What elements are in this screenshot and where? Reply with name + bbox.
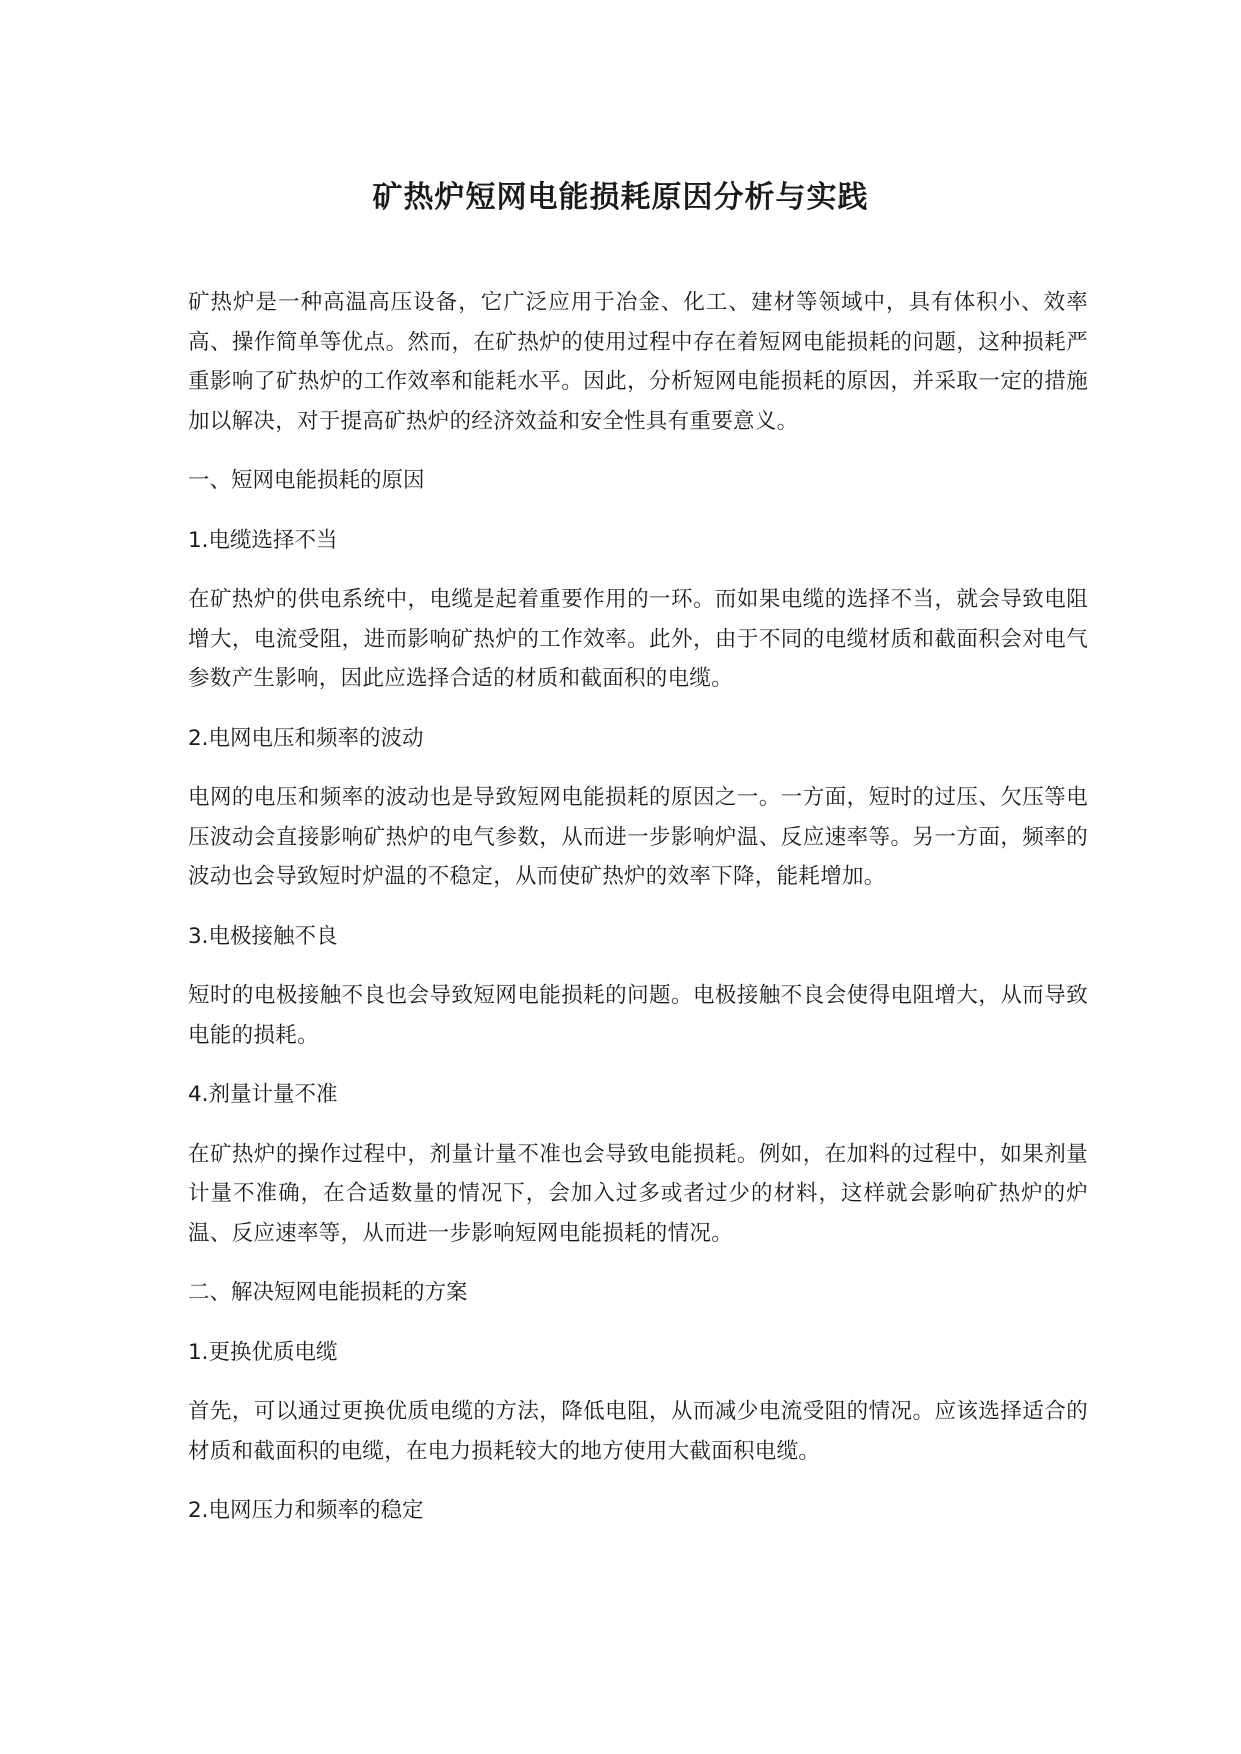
section-heading-causes: 一、短网电能损耗的原因 xyxy=(188,468,425,493)
subheading-grid-fluctuation: 2.电网电压和频率的波动 xyxy=(188,725,424,751)
paragraph-electrode-contact: 短时的电极接触不良也会导致短网电能损耗的问题。电极接触不良会使得电阻增大，从而导致电能的损耗。 xyxy=(188,983,1088,1048)
subheading-cable-selection: 1.电缆选择不当 xyxy=(188,527,338,553)
document-body xyxy=(188,283,1088,1551)
paragraph-replace-cable: 首先，可以通过更换优质电缆的方法，降低电阻，从而减少电流受阻的情况。应该选择适合的材质和截面积的电缆，在电力损耗较大的地方使用大截面积电缆。 xyxy=(188,1399,1088,1464)
subheading-replace-cable: 1.更换优质电缆 xyxy=(188,1339,338,1365)
intro-paragraph: 矿热炉是一种高温高压设备，它广泛应用于冶金、化工、建材等领域中，具有体积小、效率高、操作简单等优点。然而，在矿热炉的使用过程中存在着短网电能损耗的问题，这种损耗严重影响了矿热炉的工作效率和能耗水平。因此，分析短网电能损耗的原因，并采取一定的措施加以解决，对于提高矿热炉的经济效益和安全性具有重要意义。 xyxy=(188,290,1088,434)
paragraph-grid-fluctuation: 电网的电压和频率的波动也是导致短网电能损耗的原因之一。一方面，短时的过压、欠压等电压波动会直接影响矿热炉的电气参数，从而进一步影响炉温、反应速率等。另一方面，频率的波动也会导致短时炉温的不稳定，从而使矿热炉的效率下降，能耗增加。 xyxy=(188,785,1088,889)
subheading-grid-stability: 2.电网压力和频率的稳定 xyxy=(188,1498,424,1523)
paragraph-dosage-metering: 在矿热炉的操作过程中，剂量计量不准也会导致电能损耗。例如，在加料的过程中，如果剂量计量不准确，在合适数量的情况下，会加入过多或者过少的材料，这样就会影响矿热炉的炉温、反应速率等，从而进一步影响短网电能损耗的情况。 xyxy=(188,1141,1088,1246)
section-heading-solutions: 二、解决短网电能损耗的方案 xyxy=(188,1280,468,1305)
page-title: 矿热炉短网电能损耗原因分析与实践 xyxy=(372,180,869,215)
subheading-dosage-metering: 4.剂量计量不准 xyxy=(188,1082,338,1107)
paragraph-cable-selection: 在矿热炉的供电系统中，电缆是起着重要作用的一环。而如果电缆的选择不当，就会导致电阻增大，电流受阻，进而影响矿热炉的工作效率。此外，由于不同的电缆材质和截面积会对电气参数产生影响，因此应选择合适的材质和截面积的电缆。 xyxy=(188,587,1088,691)
subheading-electrode-contact: 3.电极接触不良 xyxy=(188,923,338,949)
